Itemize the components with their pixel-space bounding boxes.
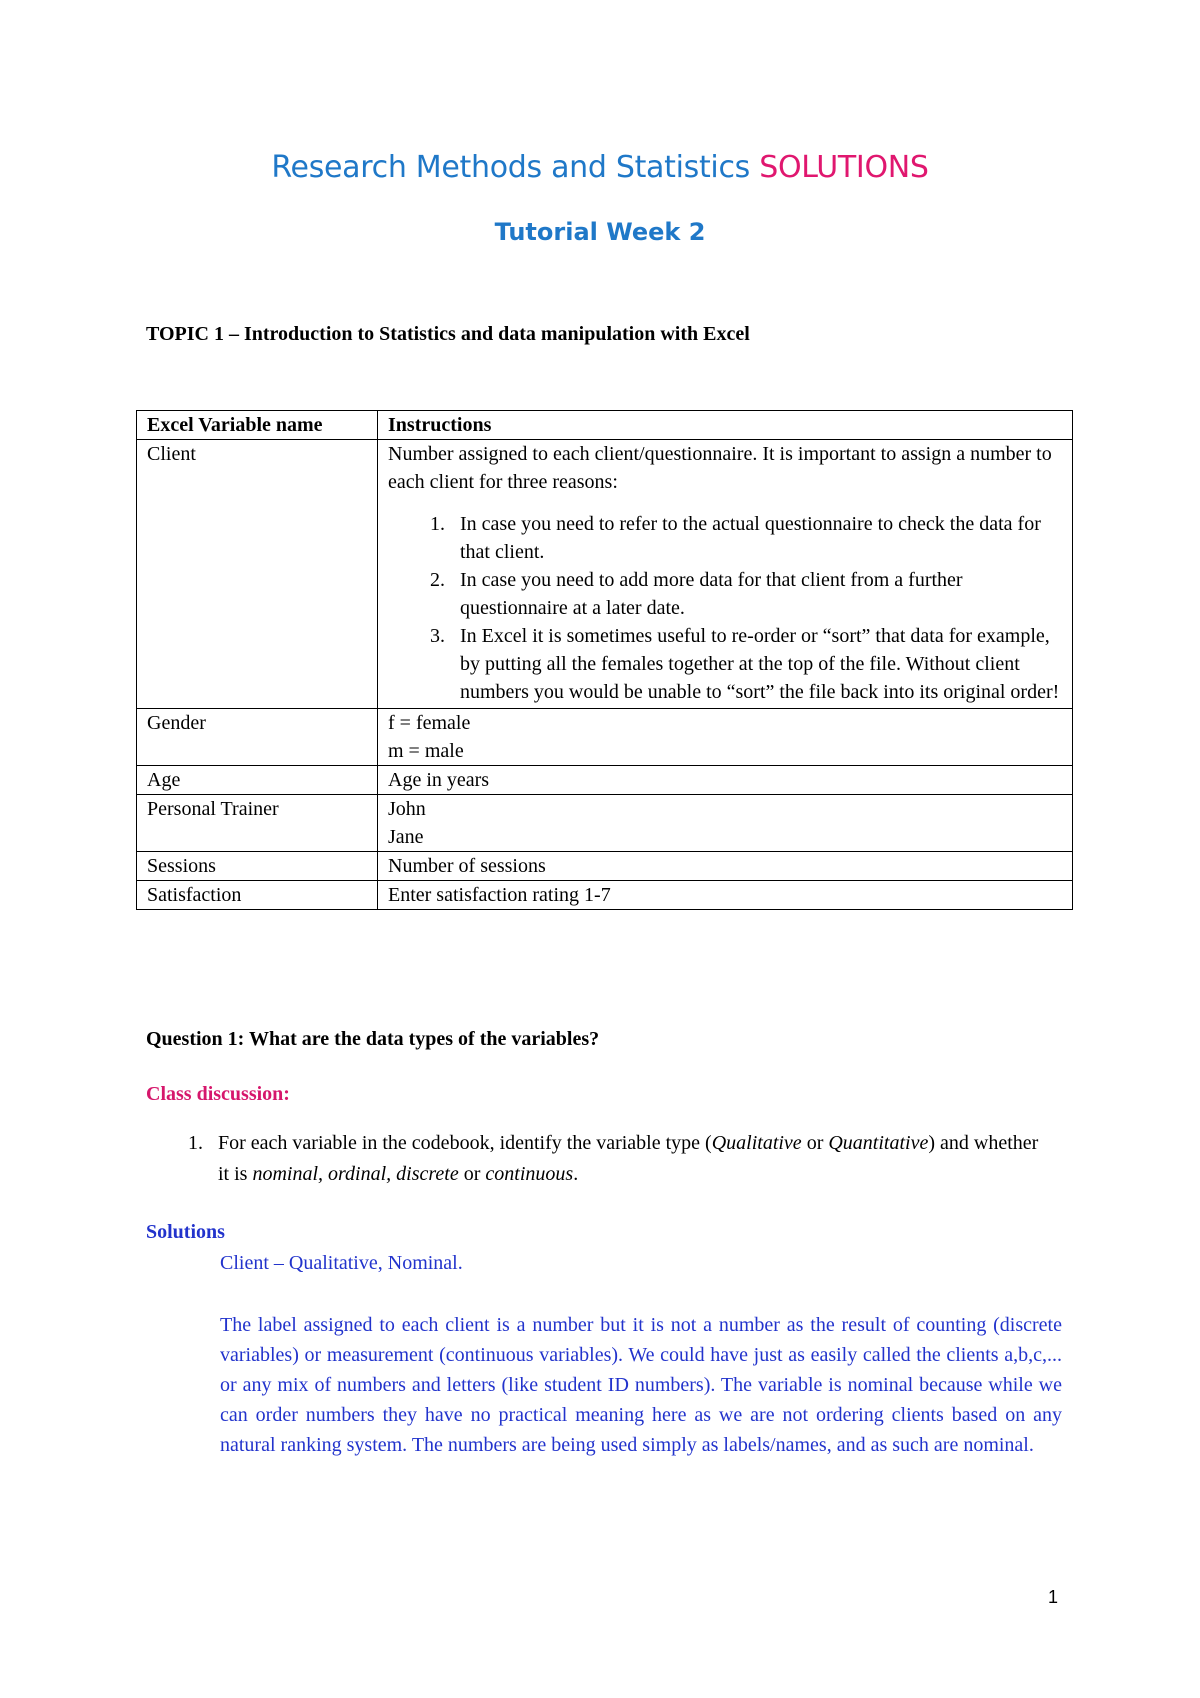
question-1-heading: Question 1: What are the data types of the variables? [146,1028,600,1050]
solutions-heading: Solutions [146,1221,225,1243]
cell-variable-name: Client [137,440,378,709]
item-text: ) and whether it is [218,1132,1039,1185]
item-term: nominal, ordinal, discrete [252,1163,459,1185]
cell-instructions: Age in years [378,766,1073,795]
cell-instructions [378,795,1073,852]
cell-instructions: Enter satisfaction rating 1-7 [378,881,1073,910]
table-row [137,709,1073,766]
list-item: 2. In case you need to add more data for that client from a further questionnaire at a later date. [450,566,1062,622]
table-row [137,852,1073,881]
list-item: 1. In case you need to refer to the actual questionnaire to check the data for that client. [450,510,1062,566]
item-term: Qualitative [711,1132,802,1154]
item-term: continuous [485,1163,574,1185]
cell-instructions: Number of sessions [378,852,1073,881]
table-row [137,881,1073,910]
table-row [137,440,1073,709]
cell-instructions [378,709,1073,766]
page-number: 1 [1048,1587,1059,1607]
codebook-table [136,410,1073,910]
item-text: or [801,1132,829,1154]
cell-line: Jane [388,826,424,848]
list-item: 3. In Excel it is sometimes useful to re-order or “sort” that data for example, by putting all the females together at the top of the file. Without client numbers you would be unable to “sort” the file back into its original order! [450,622,1062,706]
item-text: or [458,1163,486,1185]
column-header-instructions: Instructions [378,411,1073,440]
item-text: . [573,1163,579,1185]
cell-variable-name: Personal Trainer [137,795,378,852]
client-reasons-list [388,510,1062,706]
class-discussion-heading: Class discussion: [146,1083,290,1105]
client-intro: Number assigned to each client/questionnaire. It is important to assign a number to each client for three reasons: [388,443,1052,493]
column-header-variable: Excel Variable name [137,411,378,440]
topic-heading: TOPIC 1 – Introduction to Statistics and data manipulation with Excel [146,323,750,345]
cell-line: m = male [388,740,464,762]
solution-paragraph: The label assigned to each client is a number but it is not a number as the result of counting (discrete variables) or measurement (continuous variables). We could have just as easily called the clients a,b,c,... or any mix of numbers and letters (like student ID numbers). The variable is nominal because while we can order numbers they have no practical meaning here as we are not ordering clients based on any natural ranking system. The numbers are being used simply as labels/names, and as such are nominal. [220,1314,1062,1456]
solution-client-line: Client – Qualitative, Nominal. [220,1252,463,1274]
item-text: For each variable in the codebook, identify the variable type ( [218,1132,712,1154]
table-row [137,766,1073,795]
item-term: Quantitative [828,1132,929,1154]
document-title [0,150,1200,185]
cell-line: f = female [388,712,471,734]
title-accent: SOLUTIONS [759,150,929,185]
table-row [137,795,1073,852]
cell-variable-name: Gender [137,709,378,766]
cell-variable-name: Sessions [137,852,378,881]
document-subtitle: Tutorial Week 2 [494,218,706,246]
cell-line: John [388,798,426,820]
cell-variable-name: Satisfaction [137,881,378,910]
cell-variable-name: Age [137,766,378,795]
list-item [208,1128,1048,1190]
class-discussion-list [146,1128,1048,1190]
table-header-row [137,411,1073,440]
title-main: Research Methods and Statistics [271,150,750,185]
cell-instructions [378,440,1073,709]
